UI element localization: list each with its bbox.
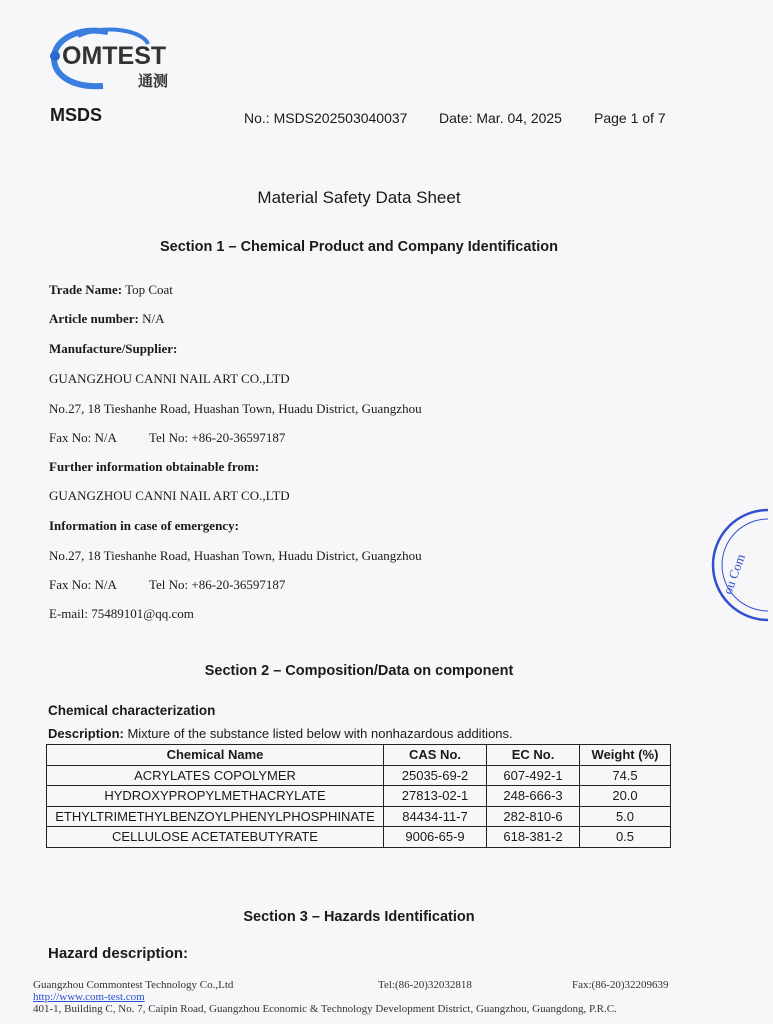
weight: 5.0 (580, 806, 671, 827)
table-row (47, 806, 671, 827)
chemical-name: CELLULOSE ACETATEBUTYRATE (47, 827, 384, 848)
document-date: Date: Mar. 04, 2025 (439, 110, 562, 126)
footer-address: 401-1, Building C, No. 7, Caipin Road, Guangzhou Economic & Technology Development District, Guangzhou, Guangdong, P.R.C. (33, 1003, 617, 1015)
emergency-tel: Tel No: +86-20-36597187 (149, 577, 286, 592)
chemical-name: HYDROXYPROPYLMETHACRYLATE (47, 786, 384, 807)
document-number: No.: MSDS202503040037 (244, 110, 408, 126)
footer-company: Guangzhou Commontest Technology Co.,Ltd (33, 979, 234, 991)
chemical-name: ACRYLATES COPOLYMER (47, 765, 384, 786)
table-row (47, 786, 671, 807)
weight: 74.5 (580, 765, 671, 786)
section2-heading: Section 2 – Composition/Data on component (204, 663, 514, 679)
composition-table (46, 744, 671, 848)
page-number: Page 1 of 7 (594, 110, 666, 126)
company-name: GUANGZHOU CANNI NAIL ART CO.,LTD (49, 371, 290, 386)
ec-no: 282-810-6 (487, 806, 580, 827)
cas-no: 25035-69-2 (384, 765, 487, 786)
fax-number: Fax No: N/A (49, 430, 117, 445)
trade-name: Trade Name: Top Coat (49, 282, 173, 297)
weight: 0.5 (580, 827, 671, 848)
emergency-fax: Fax No: N/A (49, 577, 117, 592)
column-header: Weight (%) (580, 745, 671, 766)
cas-no: 27813-02-1 (384, 786, 487, 807)
cas-no: 9006-65-9 (384, 827, 487, 848)
email: E-mail: 75489101@qq.com (49, 606, 194, 621)
tel-number: Tel No: +86-20-36597187 (149, 430, 286, 445)
footer-website-link[interactable]: http://www.com-test.com (33, 991, 145, 1003)
svg-text:ou Com: ou Com (719, 551, 749, 597)
table-row (47, 827, 671, 848)
footer-fax: Fax:(86-20)32209639 (572, 979, 669, 991)
description: Description: Mixture of the substance listed below with nonhazardous additions. (48, 726, 513, 741)
column-header: EC No. (487, 745, 580, 766)
further-company: GUANGZHOU CANNI NAIL ART CO.,LTD (49, 488, 290, 503)
ec-no: 248-666-3 (487, 786, 580, 807)
ec-no: 618-381-2 (487, 827, 580, 848)
ec-no: 607-492-1 (487, 765, 580, 786)
emergency-label: Information in case of emergency: (49, 518, 239, 533)
hazard-description: Hazard description: (48, 945, 189, 962)
svg-text:OMTEST: OMTEST (62, 42, 167, 70)
chemical-characterization: Chemical characterization (48, 703, 216, 718)
column-header: Chemical Name (47, 745, 384, 766)
chemical-name: ETHYLTRIMETHYLBENZOYLPHENYLPHOSPHINATE (47, 806, 384, 827)
article-number: Article number: N/A (49, 311, 165, 326)
company-stamp (713, 505, 773, 625)
footer-tel: Tel:(86-20)32032818 (378, 979, 472, 991)
company-address: No.27, 18 Tieshanhe Road, Huashan Town, Huadu District, Guangzhou (49, 401, 422, 416)
weight: 20.0 (580, 786, 671, 807)
cas-no: 84434-11-7 (384, 806, 487, 827)
emergency-address: No.27, 18 Tieshanhe Road, Huashan Town, Huadu District, Guangzhou (49, 548, 422, 563)
document-title: Material Safety Data Sheet (257, 188, 461, 207)
omtest-logo (48, 26, 183, 92)
doc-type: MSDS (50, 105, 103, 125)
table-row (47, 765, 671, 786)
section3-heading: Section 3 – Hazards Identification (243, 909, 475, 925)
section1-heading: Section 1 – Chemical Product and Company Identification (159, 239, 558, 255)
svg-text:通测: 通测 (138, 72, 169, 90)
column-header: CAS No. (384, 745, 487, 766)
table-header (47, 745, 671, 766)
further-info-label: Further information obtainable from: (49, 459, 260, 474)
manufacturer-label: Manufacture/Supplier: (49, 341, 178, 356)
